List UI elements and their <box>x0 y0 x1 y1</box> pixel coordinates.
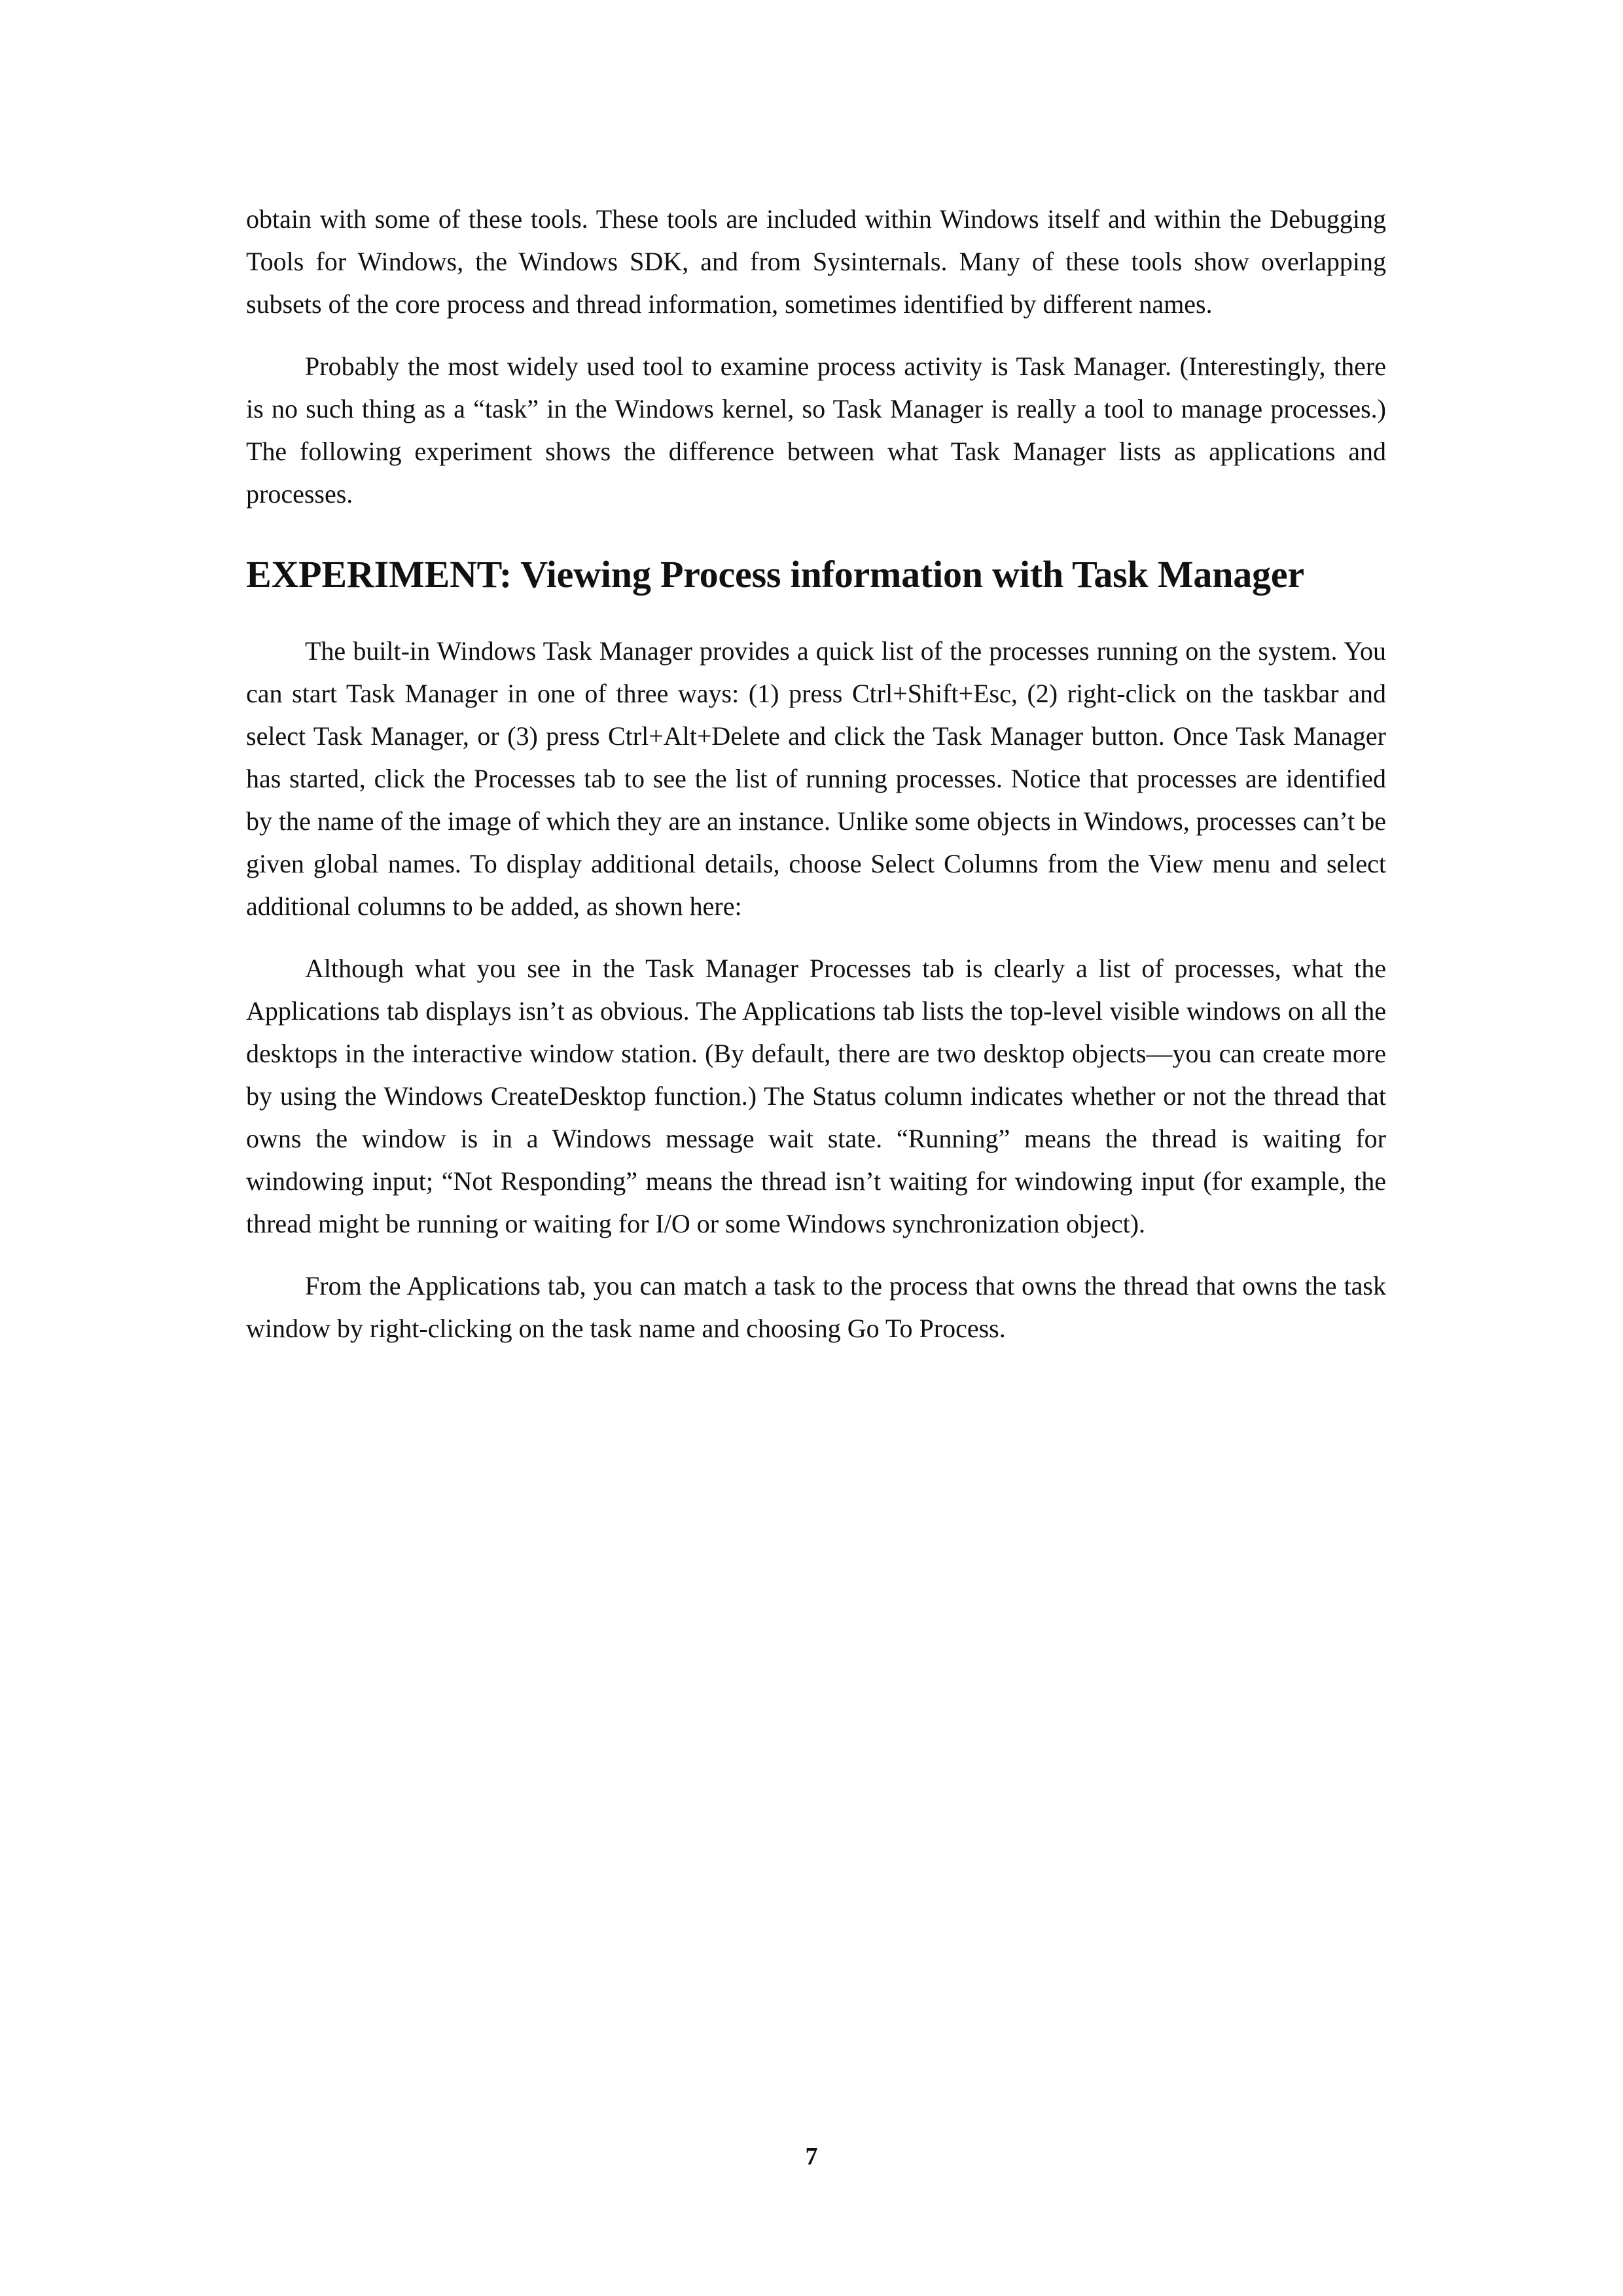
page-number: 7 <box>805 2143 818 2170</box>
paragraph-go-to-process: From the Applications tab, you can match a task to the process that owns the thread that owns the task window by right-clicking on the task name and choosing Go To Process. <box>246 1271 1386 1343</box>
paragraph-builtin-task-manager: The built-in Windows Task Manager provides a quick list of the processes running on the system. You can start Task Manager in one of three ways: (1) press Ctrl+Shift+Esc, (2) right-click on the taskbar and select Task Manager, or (3) press Ctrl+Alt+Delete and click the Task Manager button. Once Task Manager has started, click the Processes tab to see the list of running processes. Notice that processes are identified by the name of the image of which they are an instance. Unlike some objects in Windows, processes can’t be given global names. To display additional details, choose Select Columns from the View menu and select additional columns to be added, as shown here: <box>246 636 1386 921</box>
page-body <box>246 198 1386 1369</box>
paragraph-continued-tools: obtain with some of these tools. These tools are included within Windows itself and within the Debugging Tools for Windows, the Windows SDK, and from Sysinternals. Many of these tools show overlapping subsets of the core process and thread information, sometimes identified by different names. <box>246 204 1386 319</box>
paragraph-task-manager-intro: Probably the most widely used tool to examine process activity is Task Manager. (Interestingly, there is no such thing as a “task” in the Windows kernel, so Task Manager is really a tool to manage processes.) The following experiment shows the difference between what Task Manager lists as applications and processes. <box>246 351 1386 509</box>
experiment-heading: EXPERIMENT: Viewing Process information with Task Manager <box>246 553 1304 596</box>
paragraph-applications-tab: Although what you see in the Task Manager Processes tab is clearly a list of processes, what the Applications tab displays isn’t as obvious. The Applications tab lists the top-level visible windows on all the desktops in the interactive window station. (By default, there are two desktop objects—you can create more by using the Windows CreateDesktop function.) The Status column indicates whether or not the thread that owns the window is in a Windows message wait state. “Running” means the thread is waiting for windowing input; “Not Responding” means the thread isn’t waiting for windowing input (for example, the thread might be running or waiting for I/O or some Windows synchronization object). <box>246 954 1386 1238</box>
